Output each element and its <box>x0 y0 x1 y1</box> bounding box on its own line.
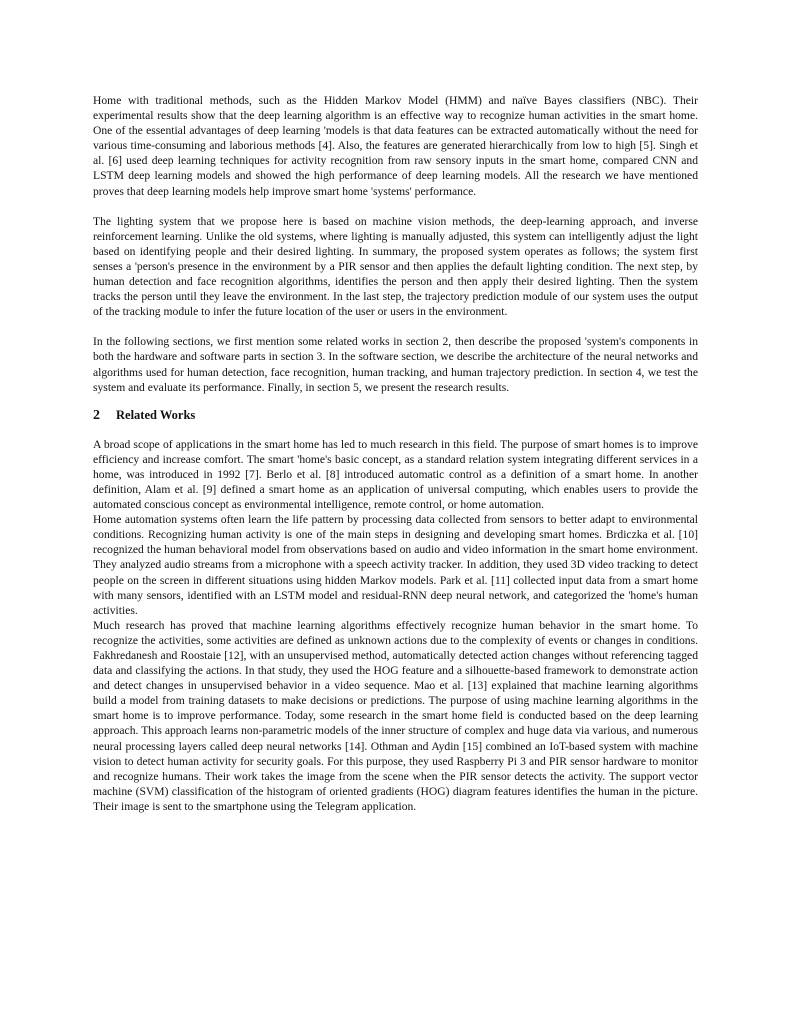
heading-spacer <box>93 423 698 437</box>
section-number: 2 <box>93 407 100 423</box>
paragraph-spacer <box>93 395 698 408</box>
section-title: Related Works <box>116 407 196 422</box>
section-heading <box>93 408 698 423</box>
document-page <box>93 93 698 814</box>
related-works-paragraph-3: Much research has proved that machine learning algorithms effectively recognize human behavior in the smart home. To recognize the activities, some activities are defined as unknown actions due to the complexity of events or changes in conditions. Fakhredanesh and Roostaie [12], with an unsupervised method, automatically detected action changes without referencing tagged data and classifying the actions. In that study, they used the HOG feature and a silhouette-based framework to demonstrate action and detect changes in unsupervised behavior in a video sequence. Mao et al. [13] explained that machine learning algorithms build a model from training datasets to make decisions or predictions. The purpose of using machine learning algorithms in the smart home is to improve performance. Today, some research in the smart home field is conducted based on the deep learning approach. This approach learns non-parametric models of the inner structure of complex and huge data via various, and numerous neural processing layers called deep neural networks [14]. Othman and Aydin [15] combined an IoT-based system with machine vision to detect human activity for security goals. For this purpose, they used Raspberry Pi 3 and PIR sensor hardware to monitor and recognize humans. Their work takes the image from the scene when the PIR sensor detects the activity. The support vector machine (SVM) classification of the histogram of oriented gradients (HOG) diagram features identifies the human in the picture. Their image is sent to the smartphone using the Telegram application. <box>93 618 698 813</box>
related-works-paragraph-2: Home automation systems often learn the life pattern by processing data collected from sensors to better adapt to environmental conditions. Recognizing human activity is one of the main steps in designing and developing smart homes. Brdiczka et al. [10] recognized the human behavioral model from observations based on audio and video information in the smart home environment. They analyzed audio streams from a microphone with a speech activity tracker. In addition, they used 3D video tracking to detect people on the screen in different situations using hidden Markov models. Park et al. [11] collected input data from a smart home with many sensors, identified with an LSTM model and residual-RNN deep neural network, and categorized the 'home's human activities. <box>93 513 698 617</box>
intro-paragraph-1: Home with traditional methods, such as the Hidden Markov Model (HMM) and naïve Bayes classifiers (NBC). Their experimental results show that the deep learning algorithm is an effective way to recognize human activities in the smart home. One of the essential advantages of deep learning 'models is that data features can be extracted automatically without the need for various time-consuming and laborious methods [4]. Also, the features are generated hierarchically from low to high [5]. Singh et al. [6] used deep learning techniques for activity recognition from raw sensory inputs in the smart home, compared CNN and LSTM deep learning models and showed the high performance of deep learning models. All the research we have mentioned proves that deep learning models help improve smart home 'systems' performance. <box>93 94 698 198</box>
related-works-paragraph-1: A broad scope of applications in the smart home has led to much research in this field. The purpose of smart homes is to improve efficiency and increase comfort. The smart 'home's basic concept, as a standard relation system integrating different services in a home, was introduced in 1992 [7]. Berlo et al. [8] introduced automatic control as a definition of a smart home. In another definition, Alam et al. [9] defined a smart home as an application of universal computing, which enables users to provide the automated conscious concept as environmental intelligence, remote control, or home automation. <box>93 437 698 512</box>
paragraph-spacer <box>93 199 698 214</box>
intro-paragraph-2: The lighting system that we propose here is based on machine vision methods, the deep-learning approach, and inverse reinforcement learning. Unlike the old systems, where lighting is manually adjusted, this system can intelligently adjust the light based on identifying people and their desired lighting. In summary, the proposed system operates as follows; the system first senses a 'person's presence in the environment by a PIR sensor and then applies the default lighting condition. The next step, by human detection and face recognition algorithms, identifies the person and then apply their desired lighting. Then the system tracks the person until they leave the environment. In the last step, the trajectory prediction module of our system uses the output of the tracking module to infer the future location of the user or users in the environment. <box>93 214 698 319</box>
intro-paragraph-3: In the following sections, we first mention some related works in section 2, then describe the proposed 'system's components in both the hardware and software parts in section 3. In the software section, we describe the architecture of the neural networks and algorithms used for human detection, face recognition, human tracking, and human trajectory prediction. In section 4, we test the system and evaluate its performance. Finally, in section 5, we present the research results. <box>93 335 698 394</box>
paragraph-spacer <box>93 319 698 334</box>
